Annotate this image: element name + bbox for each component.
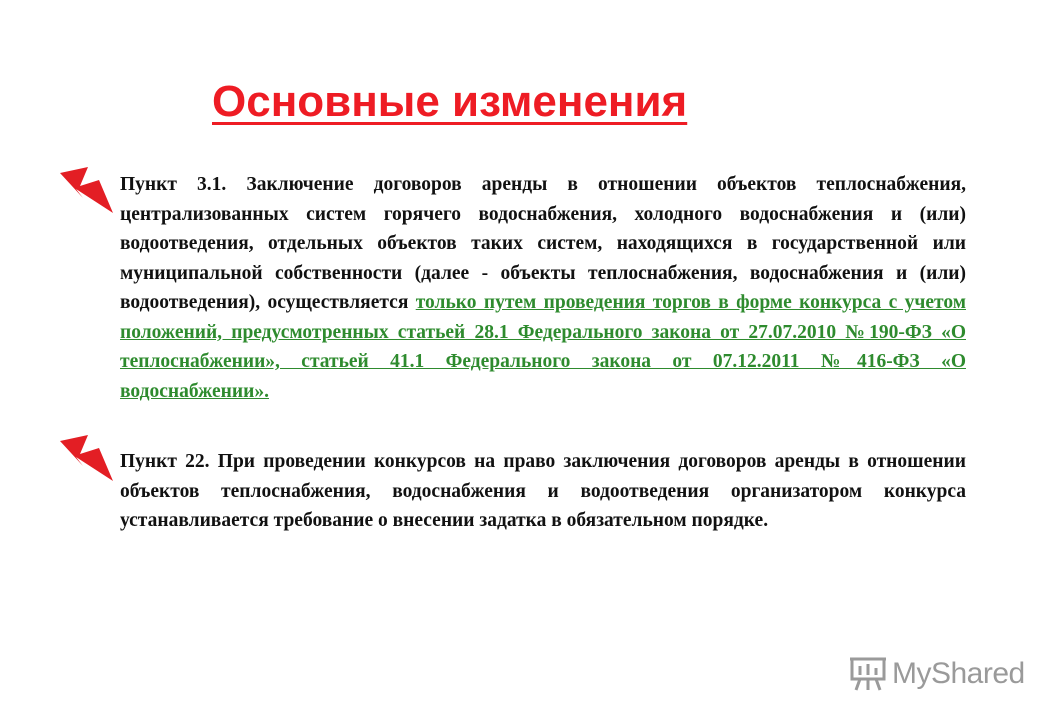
presentation-board-icon xyxy=(848,656,888,692)
point-22-paragraph: Пункт 22. При проведении конкурсов на право заключения договоров аренды в отношении объектов теплоснабжения, водоснабжения и водоотведения организатором конкурса устанавливается требование о внесении задатка в обязательном порядке. xyxy=(120,451,966,531)
point-3-1-highlight-link[interactable]: только путем проведения торгов в форме конкурса с учетом положений, предусмотренных статьей 28.1 Федерального закона от 27.07.2010 №190-ФЗ «О теплоснабжении», статьей 41.1 Федерального закона от 07.12.2011 №416-ФЗ «О водоснабжении». xyxy=(120,292,966,402)
slide-title: Основные изменения xyxy=(212,77,688,126)
watermark-text: MyShared xyxy=(892,657,1025,690)
lightning-bullet-icon xyxy=(58,434,114,484)
lightning-bullet-icon xyxy=(58,166,114,216)
point-3-1-paragraph xyxy=(120,170,966,406)
point-3-1-text: Пункт 3.1. Заключение договоров аренды в отношении объектов теплоснабжения, централизованных систем горячего водоснабжения, холодного водоснабжения и (или) водоотведения, отдельных объектов таких систем, находящихся в государственной или муниципальной собственности (далее - объекты теплоснабжения, водоснабжения и (или) водоотведения), осуществляется xyxy=(120,174,966,313)
myshared-watermark xyxy=(848,656,1025,692)
